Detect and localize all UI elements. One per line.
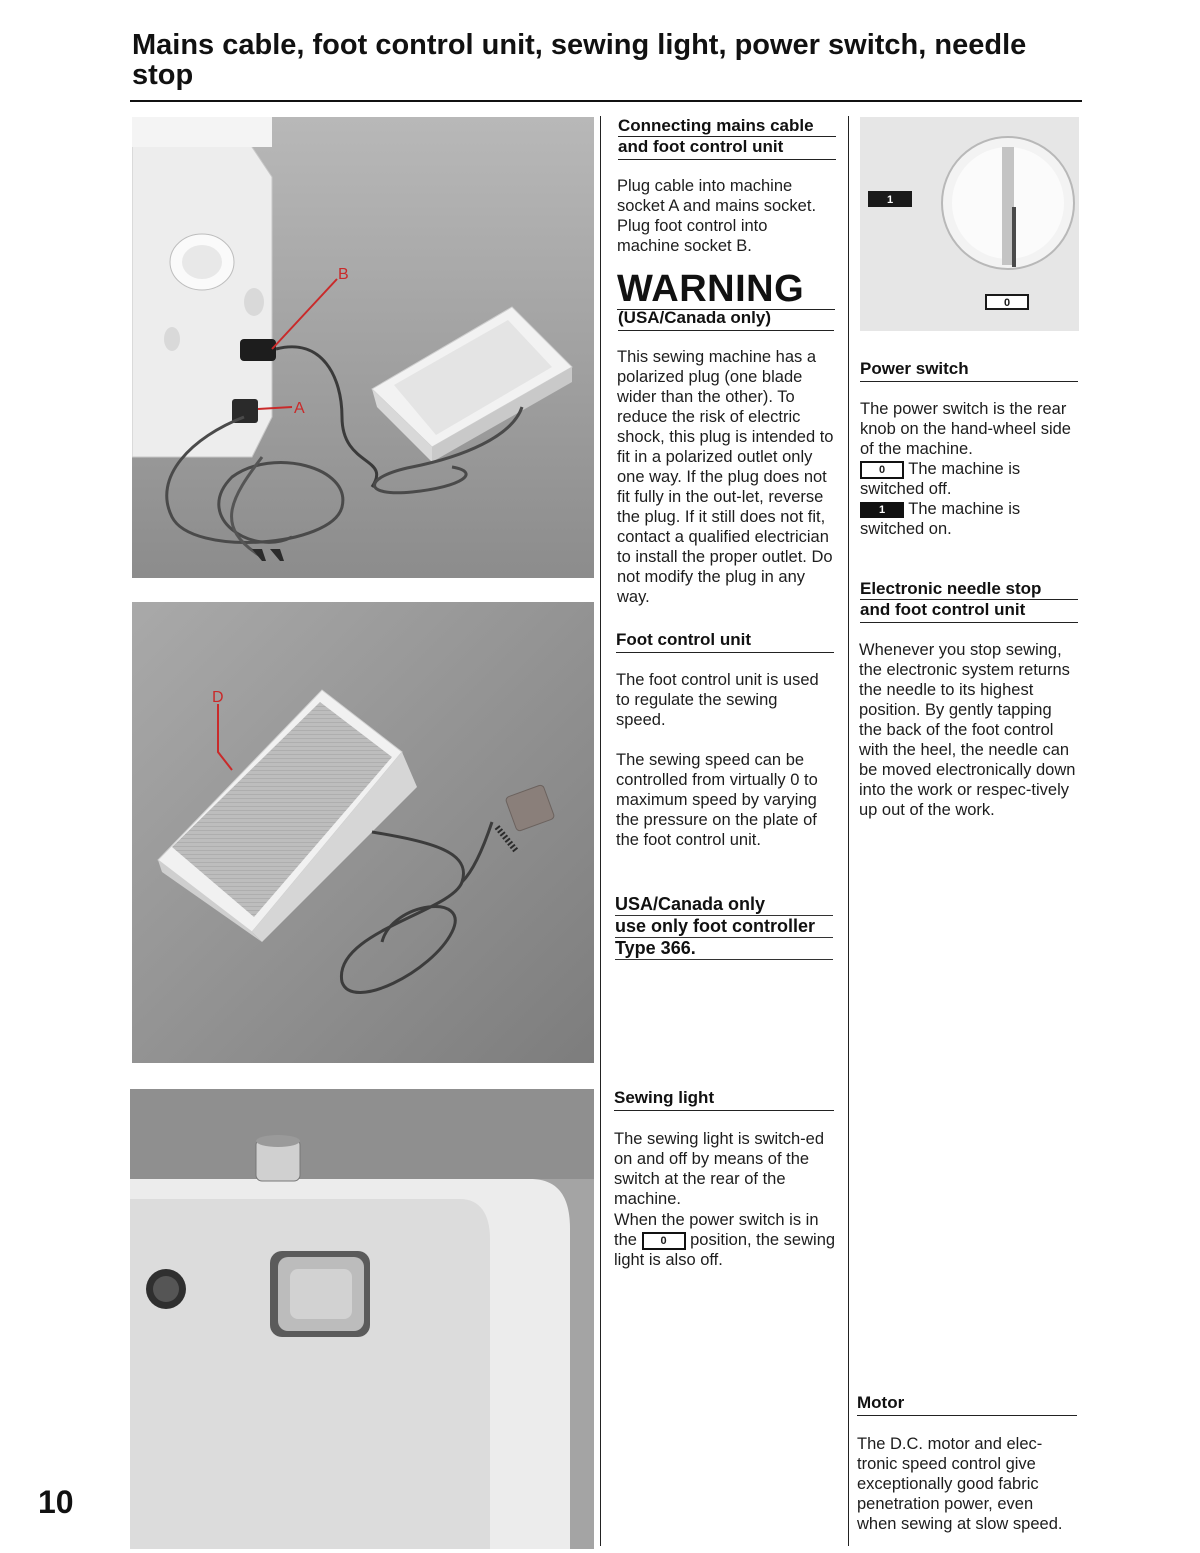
power-off-text: The machine is switched off. (860, 460, 1021, 498)
needle-stop-body: Whenever you stop sewing, the electronic system returns the needle to its highest position. By gently tapping the back of the foot control with the heel, the needle can be moved electronically down into the work or respec-tively up out of the work. (859, 641, 1076, 819)
off-symbol-icon: 0 (860, 461, 904, 479)
connecting-body: Plug cable into machine socket A and mains socket. Plug foot control into machine socket B. (617, 177, 817, 255)
off-symbol-icon: 0 (642, 1232, 686, 1250)
motor-body: The D.C. motor and elec-tronic speed control give exceptionally good fabric penetration power, even when sewing at slow speed. (857, 1435, 1063, 1533)
column-divider-right (848, 116, 849, 1546)
connecting-heading (618, 116, 836, 160)
usa-canada-note (615, 894, 833, 960)
switch-on-marker: 1 (886, 194, 894, 206)
photo-power-switch (860, 117, 1079, 331)
foot-control-body-1: The foot control unit is used to regulate the sewing speed. (616, 671, 819, 729)
photo-foot-control (132, 602, 594, 1063)
sewing-light-heading: Sewing light (614, 1088, 834, 1111)
on-symbol-icon: 1 (860, 502, 904, 518)
foot-control-heading: Foot control unit (616, 630, 834, 653)
foot-control-illustration (132, 602, 594, 1063)
usa-note-line1: USA/Canada only (615, 894, 833, 916)
power-switch-off-line (860, 459, 1078, 499)
warning-body: This sewing machine has a polarized plug (one blade wider than the other). To reduce the risk of electric shock, this plug is intended to fit in a polarized outlet only one way. If the plug does not fit fully in the out-let, reverse the plug. If it still does not fit, contact a qualified electrician to install the proper outlet. Do not modify the plug in any way. (617, 348, 834, 606)
page-number: 10 (38, 1484, 74, 1520)
sewing-light-body-2-prefix: When the power switch is in the (614, 1211, 819, 1249)
sewing-light-body-2-suffix: position, the sewing light is also off. (614, 1231, 836, 1269)
sewing-light-body-2 (614, 1210, 836, 1270)
power-switch-heading: Power switch (860, 359, 1078, 382)
needle-stop-heading (860, 579, 1078, 623)
column-divider-left (600, 116, 601, 1546)
cable-connection-illustration (132, 117, 594, 578)
connecting-heading-line1: Connecting mains cable (618, 116, 836, 137)
switch-off-marker: 0 (1003, 297, 1011, 309)
power-on-text: The machine is switched on. (860, 500, 1021, 538)
label-d: D (212, 689, 224, 706)
sewing-light-illustration (130, 1089, 594, 1549)
photo-cable-connection (132, 117, 594, 578)
page-title: Mains cable, foot control unit, sewing light, power switch, needle stop (132, 29, 1027, 91)
power-switch-on-line (860, 499, 1078, 539)
motor-heading: Motor (857, 1393, 1077, 1416)
foot-control-body-2: The sewing speed can be controlled from virtually 0 to maximum speed by varying the pressure on the plate of the foot control unit. (616, 751, 818, 849)
power-switch-illustration (860, 117, 1079, 331)
warning-subtitle: (USA/Canada only) (618, 308, 834, 331)
label-socket-a: A (294, 400, 305, 417)
needle-stop-heading-line1: Electronic needle stop (860, 579, 1078, 600)
needle-stop-heading-line2: and foot control unit (860, 600, 1026, 619)
usa-note-line3: Type 366. (615, 938, 833, 960)
usa-note-line2: use only foot controller (615, 916, 833, 938)
power-switch-body: The power switch is the rear knob on the hand-wheel side of the machine. (860, 400, 1071, 458)
connecting-heading-line2: and foot control unit (618, 137, 784, 156)
warning-title: WARNING (617, 269, 835, 310)
label-socket-b: B (338, 266, 349, 283)
title-rule (130, 100, 1082, 102)
photo-sewing-light-switch (130, 1089, 594, 1549)
sewing-light-body-1: The sewing light is switch-ed on and off by means of the switch at the rear of the machine. (614, 1130, 825, 1208)
